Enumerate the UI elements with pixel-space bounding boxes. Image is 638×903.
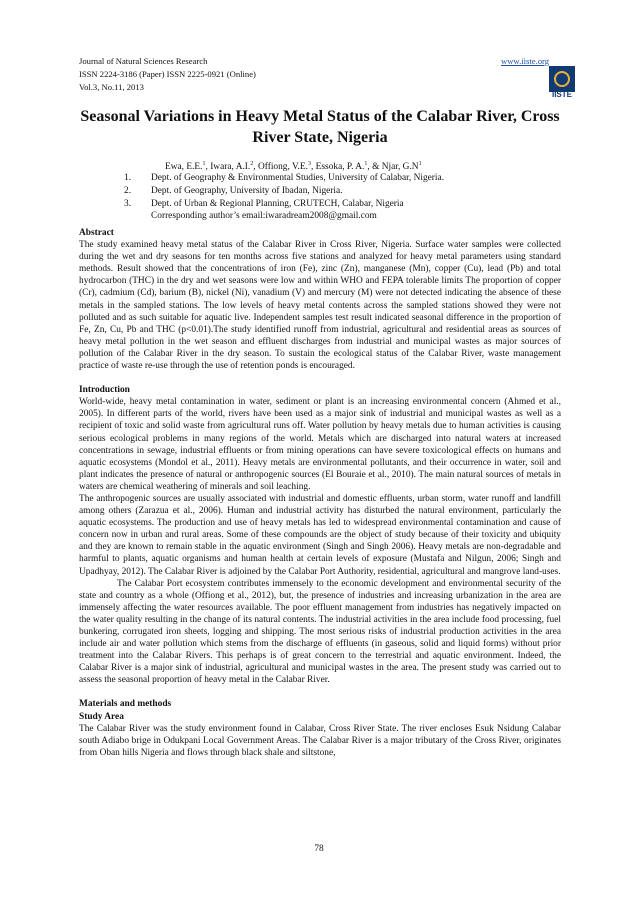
author-affil-mark: 1 bbox=[364, 161, 368, 167]
author-name: Offiong, V.E. bbox=[257, 162, 308, 173]
logo-text: IISTE bbox=[551, 90, 572, 99]
affiliation-item bbox=[124, 198, 444, 211]
affiliation-text: Dept. of Geography & Environmental Studies, University of Calabar, Nigeria. bbox=[151, 173, 445, 183]
journal-name: Journal of Natural Sciences Research bbox=[79, 56, 208, 66]
affiliation-number: 1. bbox=[124, 173, 132, 183]
logo-mark bbox=[549, 66, 575, 92]
author-list: Ewa, E.E.$^1$, Iwara, A.I.$^2$, Offiong, V.E.$^3$, Essoka, P. A.$^1$, & Njar, $G.N^1$ bbox=[165, 161, 422, 173]
affiliation-number: 2. bbox=[124, 185, 132, 196]
iiste-logo bbox=[549, 66, 575, 100]
journal-url-link[interactable]: www.iiste.org bbox=[501, 56, 549, 66]
affiliation-text: Dept. of Urban & Regional Planning, CRUTECH, Calabar, Nigeria bbox=[151, 198, 404, 209]
author-affil-mark: 3 bbox=[307, 161, 311, 167]
affiliation-number bbox=[124, 210, 151, 223]
affiliation-text: Dept. of Geography, University of Ibadan, Nigeria. bbox=[151, 185, 343, 196]
journal-header bbox=[79, 55, 561, 94]
methods-paragraph: The Calabar River was the study environment found in Calabar, Cross River State. The river encloses Esuk Nsidung Calabar south Adiabo brige in Odukpani Local Government Areas. The Calabar River is a major tributary of the Cross River, originates from Oban hills Nigeria and flows through black shale and siltstone, bbox=[79, 723, 561, 758]
paper-title: Seasonal Variations in Heavy Metal Status of the Calabar River, Cross River State, Nigeria bbox=[80, 108, 560, 146]
abstract-text: The study examined heavy metal status of the Calabar River in Cross River, Nigeria. Surface water samples were collected during the wet and dry seasons for ten months across five stations and analyzed for heavy metal parameters using standard methods. Result showed that the concentrations of iron (Fe), zinc (Zn), manganese (Mn), copper (Cu), lead (Pb) and total hydrocarbon (THC) in the dry and wet seasons were low and within WHO and FEPA tolerable limits The proportion of copper (Cr), cadmium (Cd), barium (B), nickel (Ni), vanadium (V) and mercury (M) were not detected indicating the absence of these metals in the sampled stations. The low levels of heavy metal contents across the sampled stations showed they were not polluted and as such suitable for aquatic live. Independent samples test result indicated seasonal difference in the proportion of Fe, Zn, Cu, Pb and THC (p<0.01).The study identified runoff from industrial, agricultural and residential areas as sources of heavy metal pollution in the wet season and effluent discharges from industrial and municipal wastes as major sources of pollution of the Calabar River in the dry season. To sustain the ecological status of the Calabar River, waste management practice of waste re-use through the use of retention ponds is encouraged. bbox=[79, 240, 561, 372]
methods-heading: Materials and methods bbox=[79, 699, 172, 710]
corresponding-email: Corresponding author’s email:iwaradream2008@gmail.com bbox=[151, 211, 377, 222]
introduction-heading: Introduction bbox=[79, 385, 130, 396]
abstract-heading: Abstract bbox=[79, 228, 114, 238]
introduction-paragraph: The anthropogenic sources are usually associated with industrial and domestic effluents, urban storm, water runoff and landfill among others (Zarazua et al., 2006). Human and industrial activity has disturbed the natural environment, particularly the aquatic ecosystems. The production and use of heavy metals has led to widespread environmental contamination and cause of concern now in urban and rural areas. Some of these compounds are the object of study because of their toxicity and ubiquity and they are known to remain stable in the aquatic environment (Singh and Singh 2006). Heavy metals are non-degradable and harmful to plants, aquatic organisms and human health at certain levels of exposure (Mustafa and Nilgun, 2006; Singh and Upadhyay, 2012). The Calabar River is adjoined by the Calabar Port Authority, residential, agricultural and mangrove land-uses. bbox=[79, 493, 561, 577]
affiliation-list bbox=[124, 172, 444, 223]
paper-body bbox=[79, 227, 561, 759]
journal-issn: ISSN 2224-3186 (Paper) ISSN 2225-0921 (Online) bbox=[79, 69, 256, 79]
author-name: Essoka, P. A. bbox=[315, 162, 365, 173]
author-affil-mark: 2 bbox=[250, 161, 254, 167]
affiliation-item bbox=[124, 172, 444, 185]
author-name: & Njar, G.N bbox=[372, 162, 419, 173]
affiliation-number: 3. bbox=[124, 198, 132, 209]
affiliation-item bbox=[124, 185, 444, 198]
introduction-paragraph: World-wide, heavy metal contamination in water, sediment or plant is an increasing environmental concern (Ahmed et al., 2005). In different parts of the world, rivers have been used as a major sink of industrial and municipal wastes as well as a recipient of toxic and solid waste from agricultural runs off. Water pollution by heavy metals due to human activities is causing serious ecological problems in many regions of the world. Metals which are discharged into natural waters at increased concentrations in sewage, industrial effluents or from mining operations can have severe toxicological effects on humans and aquatic ecosystems (Mondol et al., 2011). Heavy metals are environmental pollutants, and their occurrence in water, soil and plant indicates the presence of natural or anthropogenic sources (El Bouraie et al., 2010). The main natural sources of metals in waters are chemical weathering of minerals and soil leaching. bbox=[79, 397, 561, 492]
author-affil-mark: 1 bbox=[202, 161, 206, 167]
journal-volume: Vol.3, No.11, 2013 bbox=[79, 82, 144, 92]
study-area-heading: Study Area bbox=[79, 711, 124, 722]
author-name: Ewa, E.E. bbox=[165, 162, 203, 173]
page-number: 78 bbox=[314, 844, 324, 854]
author-name: Iwara, A.I. bbox=[210, 162, 251, 173]
introduction-paragraph: The Calabar Port ecosystem contributes immensely to the economic development and environmental security of the state and country as a whole (Offiong et al., 2012), but, the presence of industries and increasing urbanization in the area are immensely affecting the water resources available. The poor effluent management from industries has negatively impacted on the water quality resulting in the change of its natural contents. The industrial activities in the area include food processing, fuel bunkering, corrugated iron sheets, logging and shipping. The most serious risks of industrial production activities in the area include air and water pollution which stems from the discharge of effluents (in gaseous, solid and liquid forms) without prior treatment into the Calabar Rivers. This perhaps is of great concern to the terrestrial and aquatic environment. Indeed, the Calabar River is a major sink of industrial, agricultural and municipal wastes in the area. The present study was carried out to assess the seasonal proportion of heavy metal in the Calabar River. bbox=[79, 578, 561, 686]
author-affil-mark: 1 bbox=[418, 161, 422, 167]
corresponding-author bbox=[124, 210, 444, 223]
